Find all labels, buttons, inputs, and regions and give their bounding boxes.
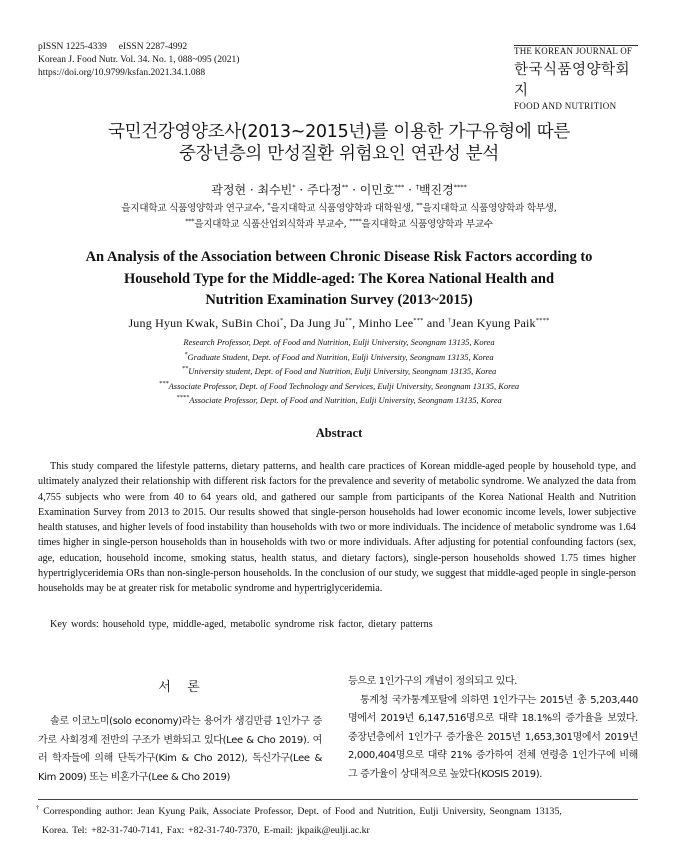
corresponding-mark: † [36,804,40,812]
intro-right-column [348,673,638,785]
intro-left-column: 솔로 이코노미(solo economy)라는 용어가 생김만큼 1인가구 증가로 사회경제 전반의 구조가 변화되고 있다(Lee & Cho 2019). 여러 학자들에 의해 단독가구(Kim & Cho 2012), 독신가구(Lee & Kim 2009) 또는 비혼가구(Lee & Cho 2019) [38,716,322,783]
title-english-line3: Nutrition Examination Survey (2013~2015) [205,292,473,308]
author-mark: * [280,317,284,324]
affil-text: Associate Professor, Dept. of Food Technology and Services, Eulji University, Seongnam 13135, Korea [168,380,520,391]
author-en-4: , Minho Lee [352,316,414,330]
author-kr-3: 주다정 [306,183,342,197]
footnote-line1 [36,803,642,822]
author-mark: ** [345,317,353,324]
author-mark: * [292,183,296,191]
corresponding-author-footnote [36,803,642,840]
doi-link[interactable]: https://doi.org/10.9799/ksfan.2021.34.1.088 [38,68,206,78]
author-kr-5: 백진경 [418,183,454,197]
affiliation-en-2 [0,350,678,365]
journal-name-en-top: THE KOREAN JOURNAL OF [514,46,633,56]
author-kr-2: 최수빈 [257,183,293,197]
affil-text: 을지대학교 식품영양학과 대학원생, [270,203,417,214]
footnote-text: Corresponding author: Jean Kyung Paik, Associate Professor, Dept. of Food and Nutrition, Eulji University, Seongnam 13135, [39,806,562,817]
title-english [60,247,618,312]
affil-mark: * [184,350,188,358]
author-separator: · [295,183,307,197]
affiliation-en-1: Research Professor, Dept. of Food and Nutrition, Eulji University, Seongnam 13135, Korea [183,337,495,347]
footnote-line2: Korea. Tel: +82-31-740-7141, Fax: +82-31-740-7370, E-mail: jkpaik@eulji.ac.kr [42,824,370,836]
author-kr-1: 곽정현 [211,183,247,197]
intro-right-paragraph-2: 통계청 국가통계포탈에 의하면 1인가구는 2015년 총 5,203,440명에서 2019년 6,147,516명으로 대략 18.1%의 증가율을 보였다. 중장년층에서 1인가구 증가율은 2015년 1,653,301명에서 2019년 2,000,404명으로 대략 21% 증가하여 전체 연령층 1인가구에 비해 그 증가율이 상대적으로 높았다(KOSIS 2019). [348,694,638,780]
affiliation-en-4 [0,379,678,394]
affiliations-korean [0,201,678,233]
affiliation-kr-line1 [0,201,678,217]
journal-name-kr: 한국식품영양학회지 [514,62,631,99]
affil-text: Associate Professor, Dept. of Food and Nutrition, Eulji University, Seongnam 13135, Korea [189,395,502,406]
author-conjunction: and [423,316,448,330]
affil-text: 을지대학교 식품영양학과 부교수 [361,219,493,230]
author-mark: **** [453,183,467,191]
abstract-body: This study compared the lifestyle patterns, dietary patterns, and health care practices of Korean middle-aged people by household type, and ultimately analyzed their relationship with different risk factors for the prevalence and severity of metabolic syndrome. We analyzed the data from 4,755 subjects who were from 40 to 64 years old, and gathered our sample from participants of the Korea National Health and Nutrition Examination Survey from 2013 to 2015. Our results showed that single-person households had lower economic income levels, lower subjective health statuses, and higher levels of food instability than households with two or more individuals. The incidence of metabolic syndrome was 1.64 times higher in single-person households than in households with two or more individuals. After adjusting for potential confounding factors (sex, age, education, household income, smoking status, health status, and dietary factors), single-person households showed 1.75 times higher hypertriglyceridemia ORs than non-single-person households. In the conclusion of our study, we suggest that middle-aged people in single-person households may be at greater risk for metabolic syndrome and hypertriglyceridemia. [38,461,636,595]
affiliation-en-5 [0,393,678,408]
author-mark: **** [535,317,550,324]
intro-right-paragraph-1: 등으로 1인가구의 개념이 정의되고 있다. [348,676,518,687]
journal-meta [38,41,239,80]
author-separator: · [246,183,258,197]
footnote-divider [38,799,638,800]
affil-text: 을지대학교 식품산업외식학과 부교수, [194,219,350,230]
authors-english [0,316,678,331]
author-en-3: , Da Jung Ju [283,316,346,330]
affil-text: 을지대학교 식품영양학과 연구교수, [121,203,268,214]
corresponding-mark: † [415,183,419,191]
citation: Korean J. Food Nutr. Vol. 34. No. 1, 088~095 (2021) [38,55,240,65]
title-korean [0,121,678,165]
affiliation-kr-line2 [0,217,678,233]
affil-mark: * [267,200,271,209]
abstract-heading: Abstract [315,426,363,440]
author-mark: *** [394,183,405,191]
affil-mark: **** [176,394,190,402]
author-kr-4: 이민호 [359,183,395,197]
corresponding-mark: † [447,317,452,324]
title-korean-line2: 중장년층의 만성질환 위험요인 연관성 분석 [179,144,499,164]
author-mark: ** [341,183,349,191]
affil-text: 을지대학교 식품영양학과 학부생, [422,203,557,214]
author-en-2: SuBin Choi [221,316,280,330]
title-english-line1: An Analysis of the Association between Chronic Disease Risk Factors according to [85,249,593,265]
affil-mark: ** [181,365,189,373]
section-heading-introduction: 서 론 [158,680,206,695]
affil-mark: **** [349,216,362,225]
authors-korean [0,181,678,198]
author-separator: · [348,183,360,197]
author-separator: · [404,183,416,197]
title-english-line2: Household Type for the Middle-aged: The Korea National Health and [123,270,555,287]
journal-name-en-bottom: FOOD AND NUTRITION [514,101,617,111]
affil-text: Graduate Student, Dept. of Food and Nutrition, Eulji University, Seongnam 13135, Korea [187,351,494,362]
journal-logo [514,43,638,111]
affil-mark: *** [158,379,169,387]
author-mark: *** [413,317,424,324]
title-korean-line1: 국민건강영양조사(2013~2015년)를 이용한 가구유형에 따른 [108,122,570,142]
affil-mark: ** [416,200,423,209]
affiliation-en-3 [0,364,678,379]
author-en-5: Jean Kyung Paik [451,316,536,330]
issn: pISSN 1225-4339 eISSN 2287-4992 [38,42,188,52]
affil-text: University student, Dept. of Food and Nutrition, Eulji University, Seongnam 13135, Korea [188,366,497,377]
author-en-1: Jung Hyun Kwak, [128,316,222,330]
affil-mark: *** [185,216,195,225]
keywords: Key words: household type, middle-aged, metabolic syndrome risk factor, dietary patterns [50,619,433,630]
affiliations-english [0,335,678,408]
